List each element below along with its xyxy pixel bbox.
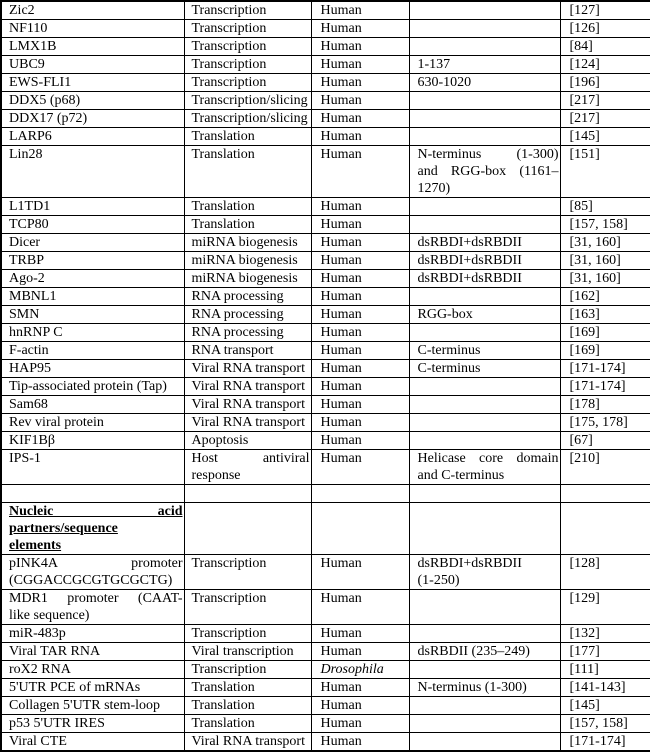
cell-domain xyxy=(409,661,560,679)
cell-references: [67] xyxy=(560,432,650,450)
cell-function: Translation xyxy=(184,146,311,198)
table-row xyxy=(1,216,650,234)
cell-partner-name: DDX17 (p72) xyxy=(1,110,184,128)
cell-domain xyxy=(409,92,560,110)
cell-organism: Human xyxy=(311,432,409,450)
cell-line: Host antiviral xyxy=(191,451,310,466)
table-row xyxy=(1,555,650,590)
cell-function: Transcription xyxy=(184,74,311,92)
cell-partner-name xyxy=(1,503,184,555)
cell-partner-name: IPS-1 xyxy=(1,450,184,485)
cell-references xyxy=(560,485,650,503)
cell-domain xyxy=(409,378,560,396)
cell-partner-name: Rev viral protein xyxy=(1,414,184,432)
cell-line: partners/sequence xyxy=(9,521,118,536)
cell-function: Viral RNA transport xyxy=(184,360,311,378)
cell-references: [171-174] xyxy=(560,360,650,378)
cell-function: Viral RNA transport xyxy=(184,396,311,414)
cell-organism: Human xyxy=(311,288,409,306)
cell-organism: Human xyxy=(311,733,409,752)
cell-partner-name: F-actin xyxy=(1,342,184,360)
cell-line: (CGGACCGCGTGCGCTG) xyxy=(9,573,173,588)
table-row xyxy=(1,92,650,110)
cell-domain: dsRBDI+dsRBDII xyxy=(409,270,560,288)
cell-references: [111] xyxy=(560,661,650,679)
cell-domain xyxy=(409,216,560,234)
cell-organism: Human xyxy=(311,270,409,288)
table-row xyxy=(1,146,650,198)
cell-partner-name: Tip-associated protein (Tap) xyxy=(1,378,184,396)
cell-function: Apoptosis xyxy=(184,432,311,450)
table-row xyxy=(1,288,650,306)
cell-partner-name: Sam68 xyxy=(1,396,184,414)
cell-domain: dsRBDI+dsRBDII xyxy=(409,252,560,270)
cell-domain xyxy=(409,733,560,752)
cell-references: [178] xyxy=(560,396,650,414)
cell-domain xyxy=(409,110,560,128)
table-row xyxy=(1,733,650,752)
cell-organism: Human xyxy=(311,38,409,56)
cell-partner-name: NF110 xyxy=(1,20,184,38)
table-row xyxy=(1,590,650,625)
cell-function: Translation xyxy=(184,198,311,216)
cell-domain xyxy=(409,128,560,146)
cell-partner-name: 5'UTR PCE of mRNAs xyxy=(1,679,184,697)
cell-function: Translation xyxy=(184,715,311,733)
cell-partner-name: Viral CTE xyxy=(1,733,184,752)
cell-references: [177] xyxy=(560,643,650,661)
cell-references: [126] xyxy=(560,20,650,38)
table-row xyxy=(1,643,650,661)
cell-function: Viral transcription xyxy=(184,643,311,661)
cell-partner-name: L1TD1 xyxy=(1,198,184,216)
cell-references: [145] xyxy=(560,697,650,715)
cell-organism: Human xyxy=(311,555,409,590)
cell-domain xyxy=(409,432,560,450)
table-row xyxy=(1,378,650,396)
cell-function: RNA transport xyxy=(184,342,311,360)
cell-partner-name: LARP6 xyxy=(1,128,184,146)
cell-organism: Human xyxy=(311,625,409,643)
cell-domain xyxy=(409,485,560,503)
table-row xyxy=(1,56,650,74)
cell-organism: Human xyxy=(311,56,409,74)
table-row xyxy=(1,625,650,643)
table-row xyxy=(1,342,650,360)
cell-partner-name: TRBP xyxy=(1,252,184,270)
cell-function: Translation xyxy=(184,216,311,234)
cell-function: RNA processing xyxy=(184,288,311,306)
table-row xyxy=(1,697,650,715)
cell-domain: 1-137 xyxy=(409,56,560,74)
cell-domain: dsRBDII (235–249) xyxy=(409,643,560,661)
spacer-row xyxy=(1,485,650,503)
cell-references: [145] xyxy=(560,128,650,146)
cell-domain xyxy=(409,324,560,342)
cell-organism: Human xyxy=(311,20,409,38)
cell-references: [157, 158] xyxy=(560,216,650,234)
cell-line: and C-terminus xyxy=(417,468,505,483)
cell-line: Nucleic acid xyxy=(9,504,183,519)
cell-organism: Human xyxy=(311,128,409,146)
cell-function: Transcription xyxy=(184,20,311,38)
cell-line: response xyxy=(191,468,241,483)
cell-partner-name xyxy=(1,485,184,503)
table-row xyxy=(1,360,650,378)
cell-organism: Human xyxy=(311,252,409,270)
cell-domain xyxy=(409,555,560,590)
cell-line: pINK4A promoter xyxy=(9,556,183,571)
cell-references: [157, 158] xyxy=(560,715,650,733)
cell-domain xyxy=(409,414,560,432)
cell-line: Helicase core domain xyxy=(417,451,559,466)
cell-line: elements xyxy=(9,538,62,553)
table-row xyxy=(1,396,650,414)
cell-partner-name: KIF1Bβ xyxy=(1,432,184,450)
cell-domain xyxy=(409,715,560,733)
cell-function: miRNA biogenesis xyxy=(184,270,311,288)
cell-partner-name: DDX5 (p68) xyxy=(1,92,184,110)
cell-partner-name: UBC9 xyxy=(1,56,184,74)
cell-organism: Human xyxy=(311,92,409,110)
cell-function: Viral RNA transport xyxy=(184,378,311,396)
cell-partner-name: TCP80 xyxy=(1,216,184,234)
cell-function: Transcription xyxy=(184,56,311,74)
cell-function: Transcription xyxy=(184,1,311,20)
cell-domain xyxy=(409,146,560,198)
cell-function xyxy=(184,450,311,485)
cell-organism: Human xyxy=(311,306,409,324)
table-row xyxy=(1,198,650,216)
cell-references: [162] xyxy=(560,288,650,306)
cell-function: RNA processing xyxy=(184,324,311,342)
cell-line: N-terminus (1-300) xyxy=(417,147,559,162)
cell-line: like sequence) xyxy=(9,608,90,623)
cell-line: and RGG-box (1161– xyxy=(417,164,559,179)
cell-partner-name: Ago-2 xyxy=(1,270,184,288)
cell-references: [175, 178] xyxy=(560,414,650,432)
cell-references: [132] xyxy=(560,625,650,643)
cell-organism: Human xyxy=(311,146,409,198)
cell-references: [171-174] xyxy=(560,733,650,752)
table-row xyxy=(1,715,650,733)
cell-partner-name: p53 5'UTR IRES xyxy=(1,715,184,733)
table-row xyxy=(1,74,650,92)
cell-function: Transcription xyxy=(184,38,311,56)
table-row xyxy=(1,270,650,288)
cell-function: RNA processing xyxy=(184,306,311,324)
cell-organism: Human xyxy=(311,74,409,92)
cell-organism: Human xyxy=(311,234,409,252)
cell-references: [151] xyxy=(560,146,650,198)
cell-references: [163] xyxy=(560,306,650,324)
cell-references: [141-143] xyxy=(560,679,650,697)
cell-domain xyxy=(409,396,560,414)
cell-domain xyxy=(409,503,560,555)
cell-partner-name: Lin28 xyxy=(1,146,184,198)
table-row xyxy=(1,128,650,146)
cell-partner-name: LMX1B xyxy=(1,38,184,56)
cell-references: [85] xyxy=(560,198,650,216)
cell-references: [31, 160] xyxy=(560,270,650,288)
cell-function: Viral RNA transport xyxy=(184,733,311,752)
cell-organism: Human xyxy=(311,450,409,485)
table-body xyxy=(1,1,650,751)
cell-partner-name: miR-483p xyxy=(1,625,184,643)
cell-domain: RGG-box xyxy=(409,306,560,324)
cell-domain xyxy=(409,625,560,643)
cell-partner-name: Zic2 xyxy=(1,1,184,20)
cell-organism: Human xyxy=(311,324,409,342)
table-row xyxy=(1,306,650,324)
cell-function: miRNA biogenesis xyxy=(184,234,311,252)
cell-organism: Human xyxy=(311,1,409,20)
cell-domain xyxy=(409,450,560,485)
cell-references: [169] xyxy=(560,324,650,342)
cell-partner-name: hnRNP C xyxy=(1,324,184,342)
cell-function: Translation xyxy=(184,679,311,697)
table-row xyxy=(1,324,650,342)
cell-partner-name: Collagen 5'UTR stem-loop xyxy=(1,697,184,715)
cell-line: dsRBDI+dsRBDII xyxy=(417,556,522,571)
table-row xyxy=(1,234,650,252)
cell-references: [31, 160] xyxy=(560,234,650,252)
cell-references: [196] xyxy=(560,74,650,92)
cell-references: [127] xyxy=(560,1,650,20)
cell-partner-name: Viral TAR RNA xyxy=(1,643,184,661)
cell-domain xyxy=(409,697,560,715)
table-row xyxy=(1,1,650,20)
cell-organism xyxy=(311,485,409,503)
table-row xyxy=(1,38,650,56)
cell-domain xyxy=(409,38,560,56)
cell-domain: dsRBDI+dsRBDII xyxy=(409,234,560,252)
cell-references: [31, 160] xyxy=(560,252,650,270)
cell-line: MDR1 promoter (CAAT- xyxy=(9,591,183,606)
cell-organism: Human xyxy=(311,643,409,661)
cell-function: miRNA biogenesis xyxy=(184,252,311,270)
table-row xyxy=(1,414,650,432)
cell-organism: Human xyxy=(311,396,409,414)
cell-domain xyxy=(409,590,560,625)
cell-partner-name xyxy=(1,590,184,625)
table-row xyxy=(1,679,650,697)
cell-partner-name: EWS-FLI1 xyxy=(1,74,184,92)
cell-organism: Human xyxy=(311,679,409,697)
cell-partner-name xyxy=(1,555,184,590)
cell-references: [129] xyxy=(560,590,650,625)
cell-references: [169] xyxy=(560,342,650,360)
cell-partner-name: SMN xyxy=(1,306,184,324)
cell-line: 1270) xyxy=(417,181,451,196)
cell-domain: 630-1020 xyxy=(409,74,560,92)
cell-domain xyxy=(409,288,560,306)
cell-references: [217] xyxy=(560,110,650,128)
table-row xyxy=(1,661,650,679)
section-header-row xyxy=(1,503,650,555)
cell-function: Transcription/slicing xyxy=(184,110,311,128)
cell-partner-name: roX2 RNA xyxy=(1,661,184,679)
table-row xyxy=(1,450,650,485)
cell-organism: Human xyxy=(311,110,409,128)
cell-function: Transcription xyxy=(184,661,311,679)
cell-references: [210] xyxy=(560,450,650,485)
cell-organism: Human xyxy=(311,378,409,396)
cell-function: Transcription/slicing xyxy=(184,92,311,110)
cell-organism: Human xyxy=(311,697,409,715)
cell-function: Transcription xyxy=(184,555,311,590)
cell-domain: C-terminus xyxy=(409,342,560,360)
table-row xyxy=(1,252,650,270)
cell-organism: Human xyxy=(311,590,409,625)
cell-references: [217] xyxy=(560,92,650,110)
cell-partner-name: Dicer xyxy=(1,234,184,252)
cell-references: [84] xyxy=(560,38,650,56)
cell-function: Transcription xyxy=(184,625,311,643)
cell-organism: Human xyxy=(311,715,409,733)
cell-domain: N-terminus (1-300) xyxy=(409,679,560,697)
cell-organism: Human xyxy=(311,360,409,378)
cell-domain xyxy=(409,198,560,216)
cell-organism xyxy=(311,503,409,555)
cell-function xyxy=(184,485,311,503)
cell-partner-name: MBNL1 xyxy=(1,288,184,306)
table-row xyxy=(1,432,650,450)
cell-function: Transcription xyxy=(184,590,311,625)
cell-organism: Drosophila xyxy=(311,661,409,679)
cell-references: [128] xyxy=(560,555,650,590)
cell-function: Translation xyxy=(184,128,311,146)
cell-function: Translation xyxy=(184,697,311,715)
cell-domain xyxy=(409,20,560,38)
table-row xyxy=(1,20,650,38)
table-row xyxy=(1,110,650,128)
cell-references: [171-174] xyxy=(560,378,650,396)
cell-function xyxy=(184,503,311,555)
cell-domain: C-terminus xyxy=(409,360,560,378)
cell-line: (1-250) xyxy=(417,573,460,588)
cell-organism: Human xyxy=(311,216,409,234)
cell-organism: Human xyxy=(311,198,409,216)
cell-references xyxy=(560,503,650,555)
cell-references: [124] xyxy=(560,56,650,74)
cell-organism: Human xyxy=(311,414,409,432)
cell-organism: Human xyxy=(311,342,409,360)
cell-partner-name: HAP95 xyxy=(1,360,184,378)
cell-domain xyxy=(409,1,560,20)
cell-function: Viral RNA transport xyxy=(184,414,311,432)
